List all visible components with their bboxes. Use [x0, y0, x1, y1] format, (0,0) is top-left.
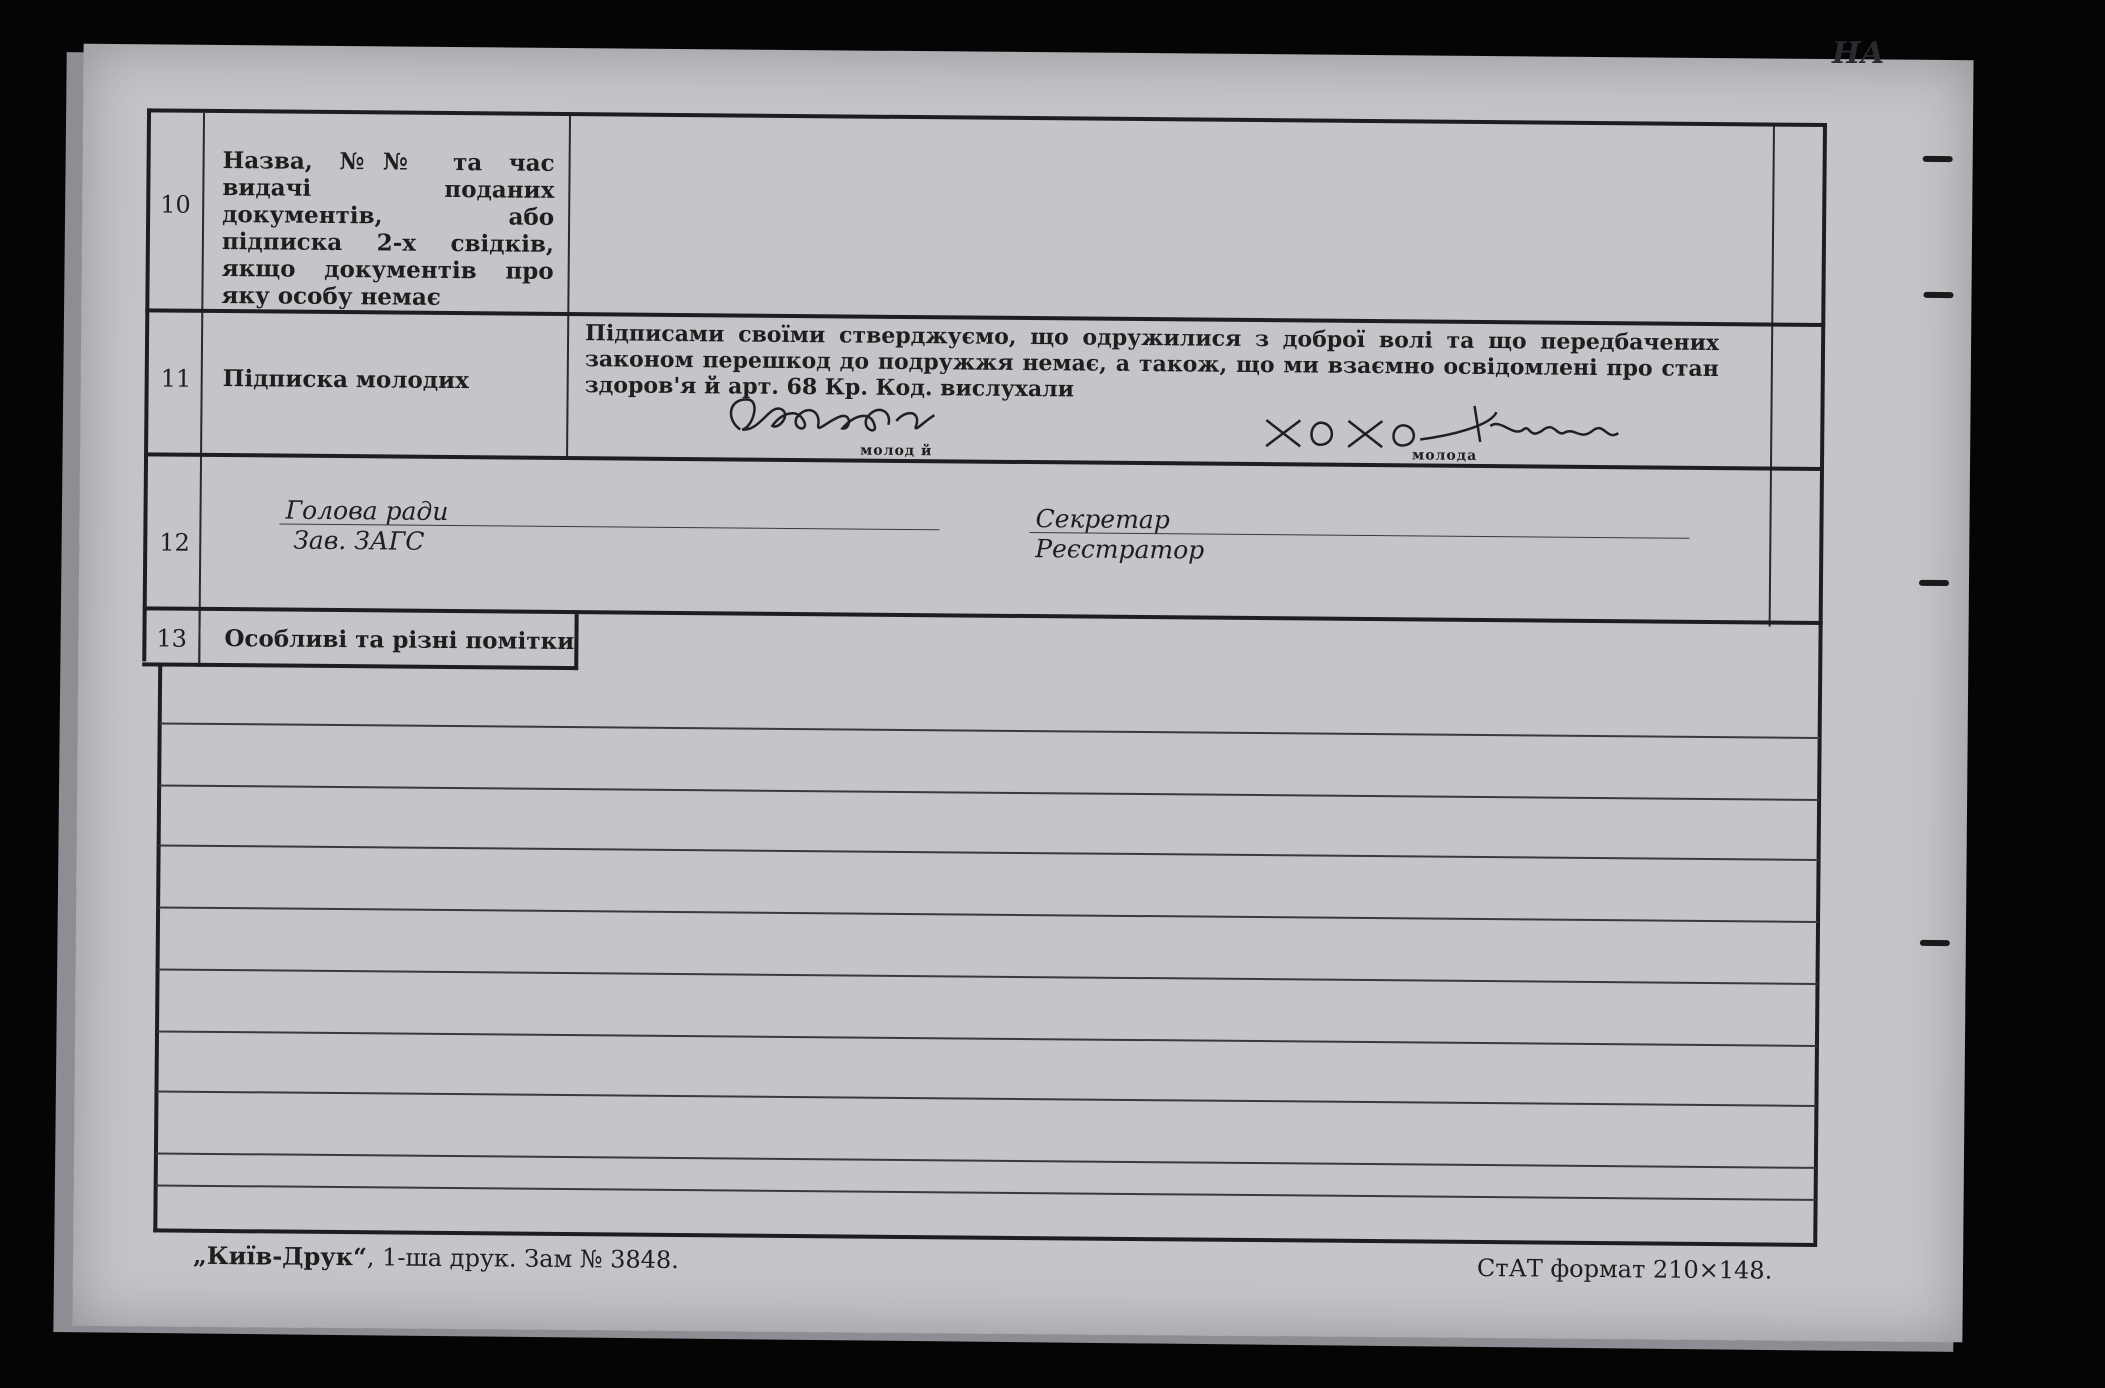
- groom-signature-icon: [720, 389, 971, 461]
- column-divider-label: [566, 116, 571, 456]
- note-line: [159, 844, 1819, 860]
- row-11-statement: Підписами своїми стверджуємо, що одружилися з доброї волі та що передбачених законом перешкод до подружжя немає, а також, що ми взаємно освідомлені про стан здоров'я й арт. 68 Кр. Код. вислухали: [584, 320, 1720, 403]
- note-line: [157, 1030, 1817, 1046]
- row-12-bottom: [143, 606, 1823, 625]
- row-number-11: 11: [160, 364, 192, 393]
- registry-head-label: Зав. ЗАГС: [293, 525, 425, 556]
- printer-order: , 1-ша друк. Зам № 3848.: [366, 1243, 679, 1275]
- printer-name: „Київ-Друк“: [192, 1240, 367, 1272]
- frame-top: [147, 108, 1827, 127]
- frame-left-upper: [142, 108, 151, 661]
- notes-frame-left: [153, 662, 162, 1232]
- registrar-label: Реєстратор: [1035, 534, 1205, 565]
- binder-hole-mark: [1920, 940, 1950, 946]
- binder-hole-mark: [1919, 580, 1949, 586]
- row-13-num-divider: [198, 611, 200, 667]
- groom-caption: молод й: [860, 442, 933, 460]
- row-number-12: 12: [159, 528, 190, 557]
- row-13-label-divider: [574, 614, 578, 670]
- secretary-label: Секретар: [1035, 504, 1170, 535]
- note-line: [156, 1152, 1816, 1168]
- row-number-13: 13: [156, 624, 188, 653]
- row-number-10: 10: [160, 190, 191, 219]
- note-line: [156, 1090, 1816, 1106]
- column-divider-right: [1769, 127, 1775, 627]
- note-line: [156, 1184, 1816, 1200]
- chairman-label: Голова ради: [285, 495, 449, 526]
- corner-mark: НА: [1832, 36, 1885, 71]
- row-10-label: Назва, №№ та час видачі поданих документів, або підписка 2-х свідків, якщо документів про яку особу немає: [221, 146, 555, 311]
- form-sheet: [72, 44, 1973, 1342]
- note-line: [158, 968, 1818, 984]
- paper-format: СтАТ формат 210×148.: [1476, 1253, 1773, 1285]
- note-line: [158, 906, 1818, 922]
- bride-caption: молода: [1412, 447, 1478, 464]
- row-11-label: Підписка молодих: [222, 365, 470, 395]
- printer-imprint: [193, 1241, 679, 1274]
- row-13-label-bottom: [142, 662, 578, 670]
- row-13-label: Особливі та різні помітки: [224, 625, 575, 656]
- column-divider-num: [198, 113, 205, 663]
- note-line: [160, 722, 1820, 738]
- binder-hole-mark: [1923, 156, 1953, 162]
- frame-right: [1813, 123, 1827, 1243]
- note-line: [159, 784, 1819, 800]
- binder-hole-mark: [1923, 292, 1953, 298]
